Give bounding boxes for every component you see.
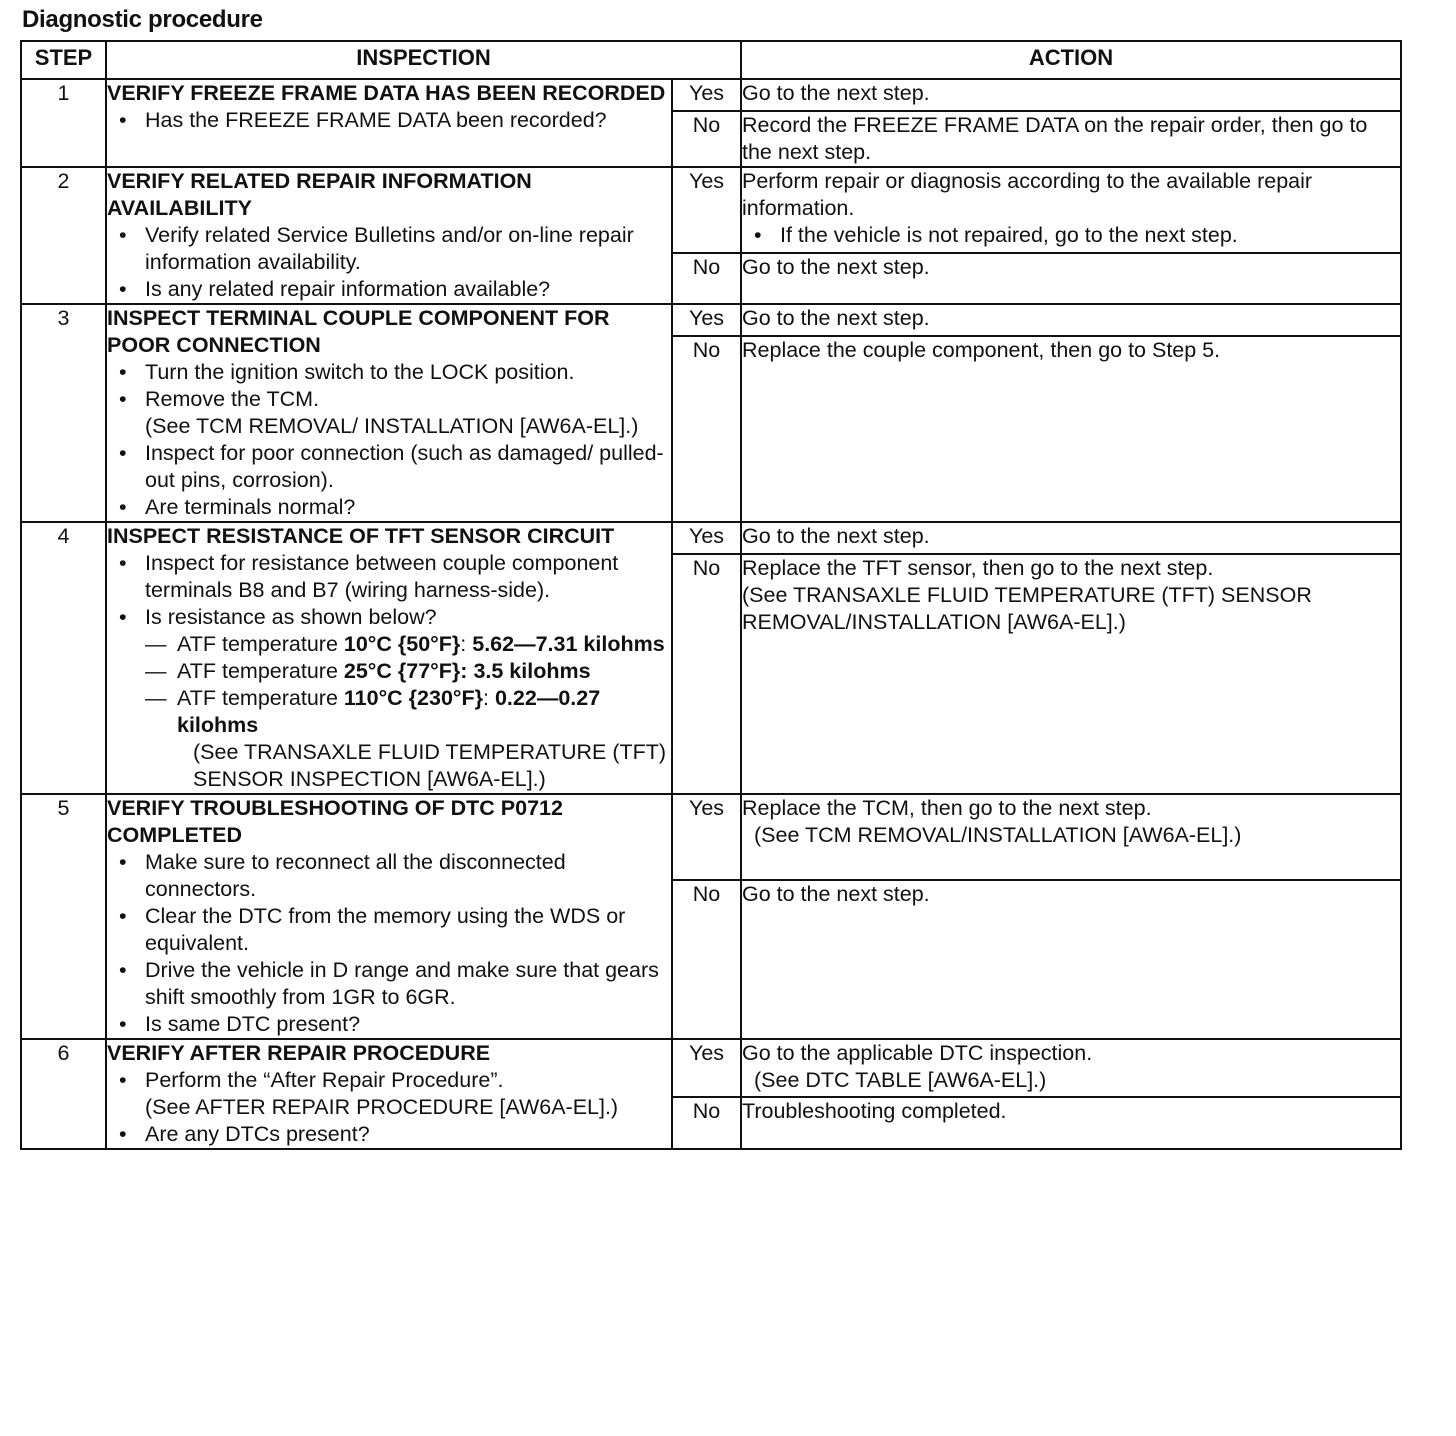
inspection-bullets	[107, 107, 671, 134]
step-inspection	[106, 522, 672, 794]
action-reference: (See DTC TABLE [AW6A-EL].)	[754, 1068, 1047, 1092]
inspection-bullets	[107, 359, 671, 521]
no-action: Go to the next step.	[741, 253, 1401, 304]
step-heading: VERIFY TROUBLESHOOTING OF DTC P0712 COMPLETED	[107, 796, 563, 847]
spec-resistance: 3.5 kilohms	[473, 659, 591, 683]
step-inspection	[106, 167, 672, 304]
no-label: No	[672, 880, 741, 1039]
action-reference: (See TCM REMOVAL/INSTALLATION [AW6A-EL].)	[754, 823, 1242, 847]
step-number: 6	[21, 1039, 106, 1149]
inspection-bullets	[107, 222, 671, 303]
spec-label: ATF temperature	[177, 686, 344, 710]
step-number: 3	[21, 304, 106, 522]
inspection-bullets	[107, 550, 671, 793]
step-row-yes	[21, 79, 1401, 111]
inspection-bullet: • Is any related repair information available?	[107, 276, 671, 303]
step-row-yes	[21, 794, 1401, 880]
spec-separator: :	[460, 659, 474, 683]
inspection-bullet: • Turn the ignition switch to the LOCK position.	[107, 359, 671, 386]
reference-text: (See TCM REMOVAL/ INSTALLATION [AW6A-EL].)	[145, 414, 639, 438]
yes-action	[741, 1039, 1401, 1097]
step-number: 5	[21, 794, 106, 1039]
step-inspection	[106, 304, 672, 522]
no-label: No	[672, 336, 741, 522]
step-number: 1	[21, 79, 106, 167]
inspection-bullet: • Are any DTCs present?	[107, 1121, 671, 1148]
step-heading: VERIFY FREEZE FRAME DATA HAS BEEN RECORDED	[107, 81, 666, 105]
no-label: No	[672, 554, 741, 794]
inspection-bullet	[107, 386, 671, 440]
header-inspection: INSPECTION	[106, 41, 741, 79]
action-bullet: • If the vehicle is not repaired, go to the next step.	[742, 222, 1400, 249]
reference-text: (See AFTER REPAIR PROCEDURE [AW6A-EL].)	[145, 1095, 619, 1119]
action-text: Perform repair or diagnosis according to the available repair information.	[742, 169, 1313, 220]
spec-list	[145, 631, 671, 793]
spec-temperature: 25°C {77°F}	[343, 659, 461, 683]
step-heading: VERIFY AFTER REPAIR PROCEDURE	[107, 1041, 491, 1065]
yes-action	[741, 167, 1401, 253]
spec-label: ATF temperature	[177, 632, 344, 656]
no-action: Replace the couple component, then go to Step 5.	[741, 336, 1401, 522]
inspection-bullets	[107, 849, 671, 1038]
step-inspection	[106, 79, 672, 167]
step-number: 2	[21, 167, 106, 304]
step-inspection	[106, 1039, 672, 1149]
inspection-bullet: • Are terminals normal?	[107, 494, 671, 521]
action-reference: (See TRANSAXLE FLUID TEMPERATURE (TFT) SENSOR REMOVAL/INSTALLATION [AW6A-EL].)	[742, 583, 1312, 634]
inspection-bullet: • Clear the DTC from the memory using the WDS or equivalent.	[107, 903, 671, 957]
action-text: Replace the TCM, then go to the next step.	[742, 796, 1152, 820]
bullet-text: • Remove the TCM.	[145, 387, 320, 411]
inspection-bullet: • Has the FREEZE FRAME DATA been recorded?	[107, 107, 671, 134]
inspection-bullet	[107, 604, 671, 793]
spec-separator: :	[460, 632, 473, 656]
page-title: Diagnostic procedure	[22, 6, 263, 33]
yes-action: Go to the next step.	[741, 522, 1401, 554]
spec-temperature: 110°C {230°F}	[343, 686, 484, 710]
header-action: ACTION	[741, 41, 1401, 79]
yes-label: Yes	[672, 794, 741, 880]
inspection-bullet: • Make sure to reconnect all the disconnected connectors.	[107, 849, 671, 903]
no-action: Record the FREEZE FRAME DATA on the repair order, then go to the next step.	[741, 111, 1401, 167]
no-label: No	[672, 1097, 741, 1149]
bullet-text: • Perform the “After Repair Procedure”.	[145, 1068, 504, 1092]
yes-label: Yes	[672, 79, 741, 111]
yes-label: Yes	[672, 1039, 741, 1097]
step-heading: INSPECT TERMINAL COUPLE COMPONENT FOR POOR CONNECTION	[107, 306, 610, 357]
step-row-yes	[21, 522, 1401, 554]
yes-label: Yes	[672, 522, 741, 554]
step-inspection	[106, 794, 672, 1039]
spec-temperature: 10°C {50°F}	[343, 632, 461, 656]
action-text: Go to the applicable DTC inspection.	[742, 1041, 1093, 1065]
action-bullets	[742, 222, 1400, 249]
yes-action: Go to the next step.	[741, 304, 1401, 336]
inspection-bullets	[107, 1067, 671, 1148]
spec-resistance: 5.62—7.31 kilohms	[472, 632, 665, 656]
inspection-bullet: • Inspect for poor connection (such as damaged/ pulled-out pins, corrosion).	[107, 440, 671, 494]
spec-item	[145, 631, 671, 658]
yes-action: Go to the next step.	[741, 79, 1401, 111]
inspection-bullet: • Verify related Service Bulletins and/or on-line repair information availability.	[107, 222, 671, 276]
step-row-yes	[21, 304, 1401, 336]
yes-label: Yes	[672, 304, 741, 336]
step-heading: INSPECT RESISTANCE OF TFT SENSOR CIRCUIT	[107, 524, 615, 548]
no-action: Troubleshooting completed.	[741, 1097, 1401, 1149]
inspection-bullet: • Drive the vehicle in D range and make sure that gears shift smoothly from 1GR to 6GR.	[107, 957, 671, 1011]
inspection-bullet: • Is same DTC present?	[107, 1011, 671, 1038]
no-action: Go to the next step.	[741, 880, 1401, 1039]
step-heading: VERIFY RELATED REPAIR INFORMATION AVAILABILITY	[107, 169, 532, 220]
no-action	[741, 554, 1401, 794]
bullet-text: • Is resistance as shown below?	[145, 605, 437, 629]
spec-resistance: 0.22—0.27 kilohms	[177, 686, 601, 737]
step-number: 4	[21, 522, 106, 794]
spec-label: ATF temperature	[177, 659, 344, 683]
step-row-yes	[21, 167, 1401, 253]
yes-label: Yes	[672, 167, 741, 253]
action-text: Replace the TFT sensor, then go to the next step.	[742, 556, 1214, 580]
header-step: STEP	[21, 41, 106, 79]
step-row-yes	[21, 1039, 1401, 1097]
inspection-bullet: • Inspect for resistance between couple component terminals B8 and B7 (wiring harness-side).	[107, 550, 671, 604]
yes-action	[741, 794, 1401, 880]
diagnostic-procedure-table	[20, 40, 1402, 1150]
reference-text: (See TRANSAXLE FLUID TEMPERATURE (TFT) SENSOR INSPECTION [AW6A-EL].)	[193, 740, 667, 791]
no-label: No	[672, 253, 741, 304]
spec-item	[145, 685, 671, 793]
spec-separator: :	[483, 686, 495, 710]
no-label: No	[672, 111, 741, 167]
inspection-bullet	[107, 1067, 671, 1121]
header-row	[21, 41, 1401, 79]
spec-item	[145, 658, 671, 685]
